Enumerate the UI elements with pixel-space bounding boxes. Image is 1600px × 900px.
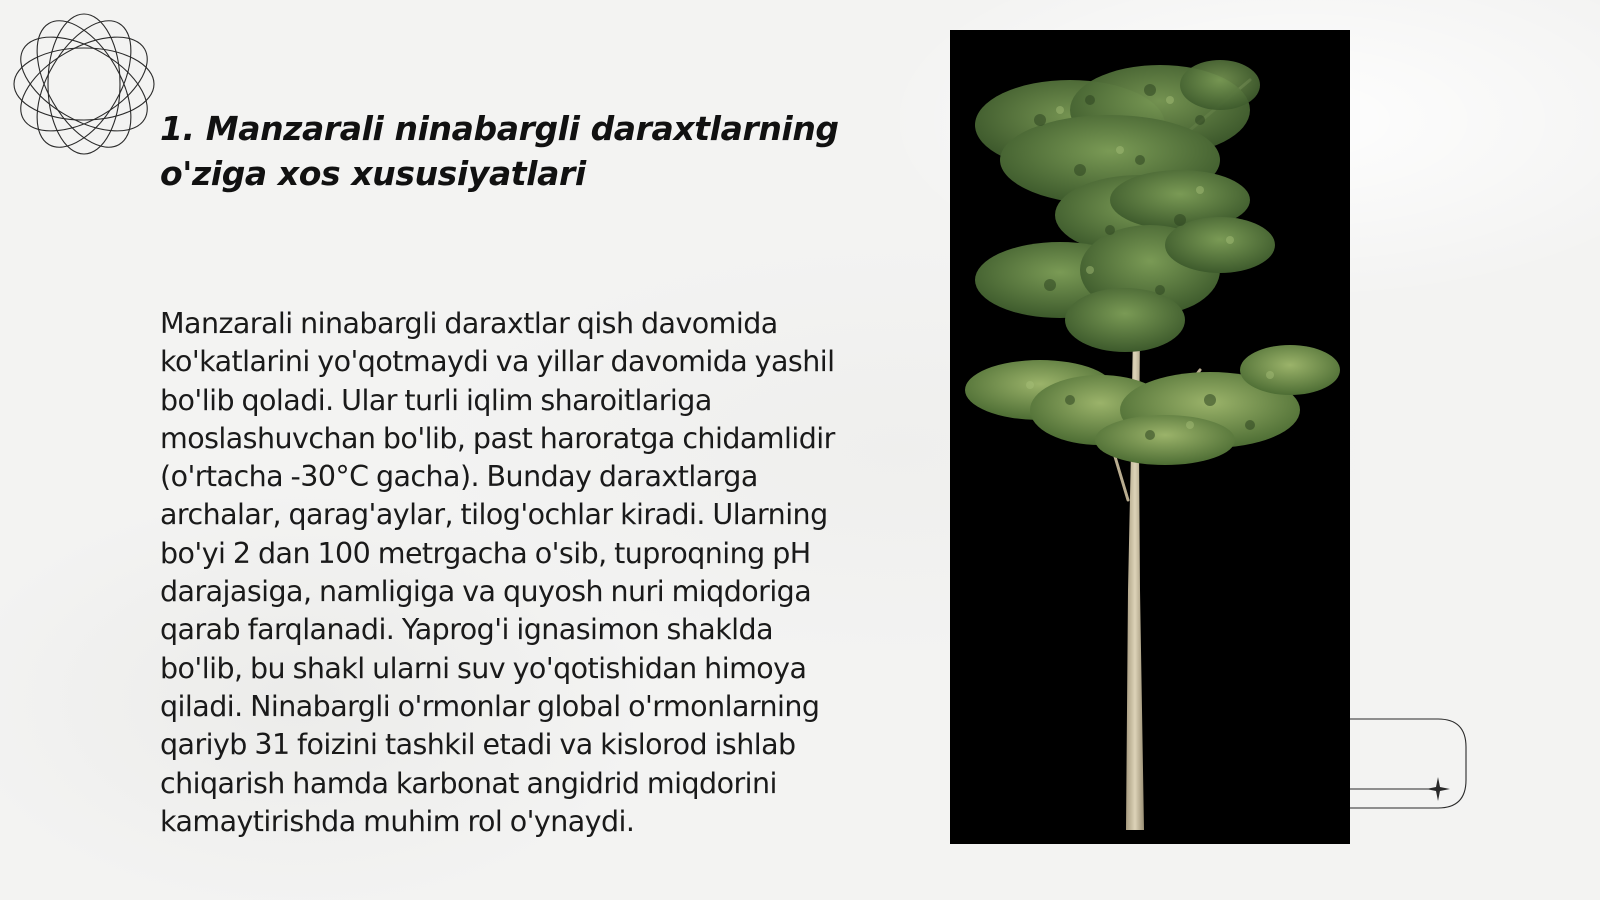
sparkle-icon: [1426, 777, 1450, 801]
slide-body-text: Manzarali ninabargli daraxtlar qish davomida ko'katlarini yo'qotmaydi va yillar davomida yashil bo'lib qoladi. Ular turli iqlim sharoitlariga moslashuvchan bo'lib, past haroratga chidamlidir (o'rtacha -30°C gacha). Bunday daraxtlarga archalar, qarag'aylar, tilog'ochlar kiradi. Ularning bo'yi 2 dan 100 metrgacha o'sib, tuproqning pH darajasiga, namligiga va quyosh nuri miqdoriga qarab farqlanadi. Yaprog'i ignasimon shaklda bo'lib, bu shakl ularni suv yo'qotishidan himoya qiladi. Ninabargli o'rmonlar global o'rmonlarning qariyb 31 foizini tashkil etadi va kislorod ishlab chiqarish hamda karbonat angidrid miqdorini kamaytirishda muhim rol o'ynaydi.: [160, 307, 835, 838]
tree-photo: [950, 30, 1350, 844]
frame-decoration: [1350, 718, 1468, 810]
slide-title: 1. Manzarali ninabargli daraxtlarning o'ziga xos xususiyatlari: [160, 109, 839, 193]
circle-rings-ornament-icon: [10, 10, 158, 158]
